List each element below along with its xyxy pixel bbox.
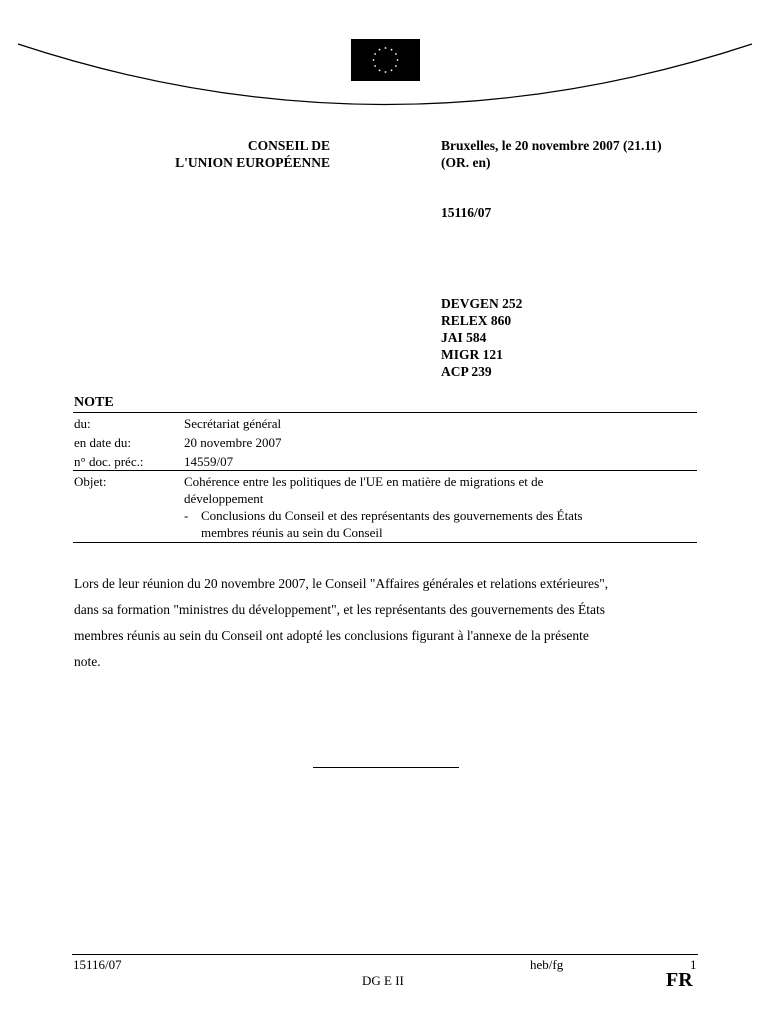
footer-page-number: 1 (690, 957, 697, 972)
subject-line: développement (184, 491, 264, 506)
place-date-block (441, 137, 662, 171)
bullet-dash: - (184, 508, 189, 523)
divider (73, 542, 697, 543)
body-paragraph (74, 571, 699, 675)
meta-key: du: (74, 416, 91, 431)
document-number: 15116/07 (441, 205, 492, 220)
subject-bullet-line: Conclusions du Conseil et des représentants des gouvernements des États (201, 508, 583, 523)
subject-line: Cohérence entre les politiques de l'UE en matière de migrations et de (184, 474, 544, 489)
footer-initials: heb/fg (530, 957, 564, 972)
meta-value: 14559/07 (184, 454, 234, 469)
code-item: MIGR 121 (441, 347, 503, 362)
code-item: RELEX 860 (441, 313, 512, 328)
code-item: JAI 584 (441, 330, 487, 345)
meta-row-subject (74, 473, 696, 541)
meta-value: Secrétariat général (184, 416, 282, 431)
footer-doc-number: 15116/07 (73, 957, 122, 972)
meta-value: 20 novembre 2007 (184, 435, 282, 450)
footer-divider (72, 954, 698, 955)
classification-codes (441, 295, 522, 380)
original-language: (OR. en) (441, 155, 491, 170)
eu-flag-icon (351, 39, 420, 81)
place-date: Bruxelles, le 20 novembre 2007 (21.11) (441, 138, 662, 153)
subject-bullet (184, 507, 694, 541)
code-item: ACP 239 (441, 364, 492, 379)
body-line: membres réunis au sein du Conseil ont adopté les conclusions figurant à l'annexe de la présente (74, 628, 589, 643)
divider (73, 470, 697, 471)
institution-line-2: L'UNION EUROPÉENNE (175, 155, 330, 170)
meta-key: en date du: (74, 435, 132, 450)
body-line: Lors de leur réunion du 20 novembre 2007, le Conseil "Affaires générales et relations extérieures", (74, 576, 609, 591)
footer-directorate: DG E II (362, 973, 404, 988)
institution-line-1: CONSEIL DE (247, 138, 330, 153)
subject-text (184, 473, 694, 541)
meta-key: Objet: (74, 474, 107, 489)
subject-bullet-line: membres réunis au sein du Conseil (201, 525, 383, 540)
footer-language: FR (666, 969, 693, 991)
code-item: DEVGEN 252 (441, 296, 523, 311)
institution-name (140, 137, 330, 171)
divider (73, 412, 697, 413)
note-title: NOTE (74, 395, 114, 410)
body-line: note. (74, 654, 101, 669)
body-line: dans sa formation "ministres du développement", et les représentants des gouvernements des États (74, 602, 606, 617)
closing-separator (313, 767, 459, 768)
meta-key: n° doc. préc.: (74, 454, 144, 469)
